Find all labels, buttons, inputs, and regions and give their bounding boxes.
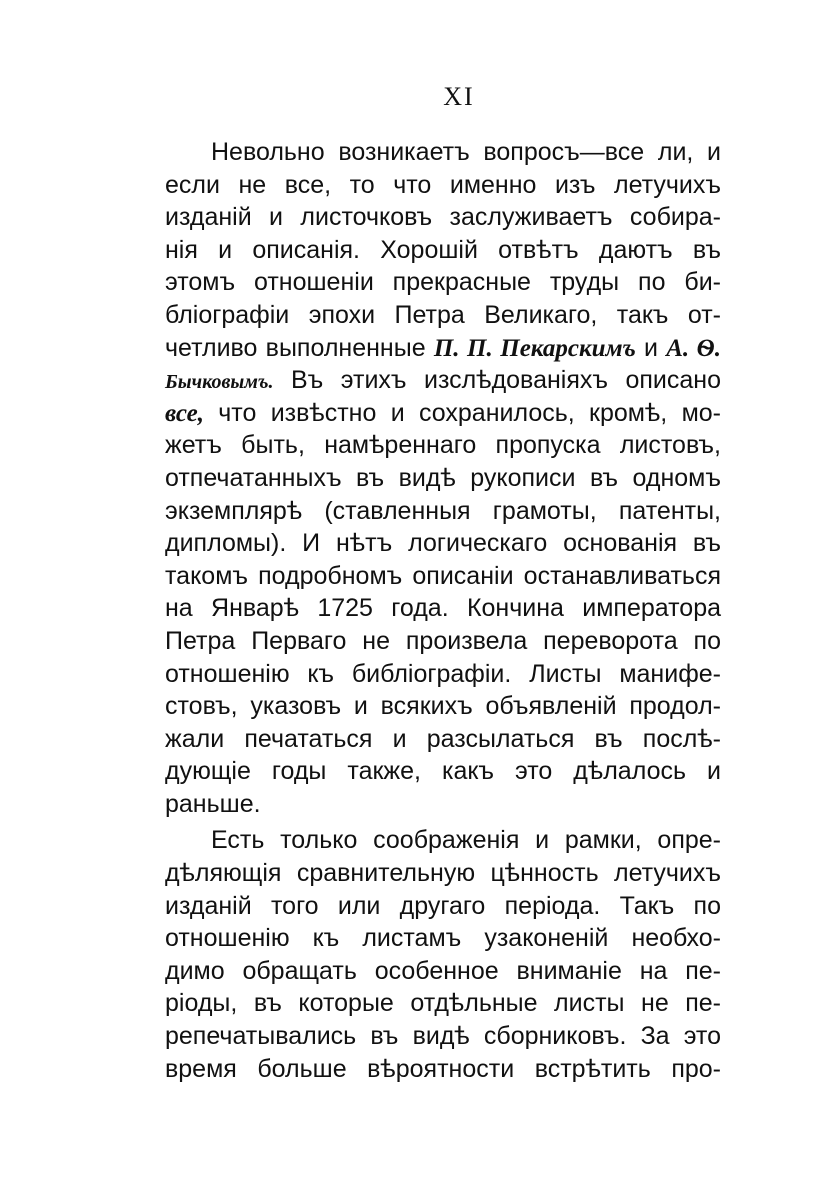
text-line [165,364,721,397]
text-line: дипломы). И нѣтъ логическаго основанія въ [165,529,721,558]
text-line: димо обращать особенное вниманіе на пе- [165,956,721,985]
text-line: ріоды, въ которые отдѣльные листы не пе- [165,989,721,1018]
text-run: что извѣстно и сохранилось, кромѣ, мо- [203,398,721,427]
text-line: жетъ быть, намѣреннаго пропуска листовъ, [165,431,721,460]
text-line: нія и описанія. Хорошій отвѣтъ даютъ въ [165,235,721,264]
text-line [165,397,721,430]
text-line: на Январѣ 1725 года. Кончина императора [165,594,721,623]
text-line: экземплярѣ (ставленныя грамоты, патенты, [165,496,721,525]
paragraph-2 [165,824,721,1085]
emphasis-word: все, [165,399,204,427]
text-line: стовъ, указовъ и всякихъ объявленій продол- [165,692,721,721]
text-line: репечатывались въ видѣ сборниковъ. За это [165,1022,721,1051]
text-line: бліографіи эпохи Петра Великаго, такъ от- [165,300,721,329]
paragraph-1 [165,136,721,820]
text-line: жали печататься и разсылаться въ послѣ- [165,724,721,753]
author-name-pekarsky: П. П. Пекарскимъ [433,334,636,362]
text-line: отпечатанныхъ въ видѣ рукописи въ одномъ [165,463,721,492]
text-line: отношенію къ библіографіи. Листы манифе- [165,659,721,688]
text-run: четливо выполненные [165,333,434,362]
author-initials-bychkov: А. Ѳ. [666,334,721,362]
text-line: отношенію къ листамъ узаконеній необхо- [165,924,721,953]
text-line: Петра Перваго не произвела переворота по [165,626,721,655]
text-line: дующіе годы также, какъ это дѣлалось и [165,757,721,786]
text-line: дѣляющія сравнительную цѣнность летучихъ [165,859,721,888]
text-line: изданій того или другаго періода. Такъ по [165,891,721,920]
text-run: и [635,333,667,362]
text-line: этомъ отношеніи прекрасные труды по би- [165,268,721,297]
text-line: изданій и листочковъ заслуживаетъ собира- [165,203,721,232]
text-line: такомъ подробномъ описаніи останавливаться [165,561,721,590]
text-line [165,332,721,365]
text-line: Есть только соображенія и рамки, опре- [211,826,721,855]
text-line: раньше. [165,789,261,818]
text-line: если не все, то что именно изъ летучихъ [165,170,721,199]
text-line: время больше вѣроятности встрѣтить про- [165,1054,721,1083]
body-text [165,136,721,1085]
page-number: XI [443,82,475,111]
text-run: Въ этихъ изслѣдованіяхъ описано [273,366,721,395]
author-name-bychkov: Бычковымъ. [165,371,274,394]
text-line: Невольно возникаетъ вопросъ—все ли, и [211,138,721,166]
